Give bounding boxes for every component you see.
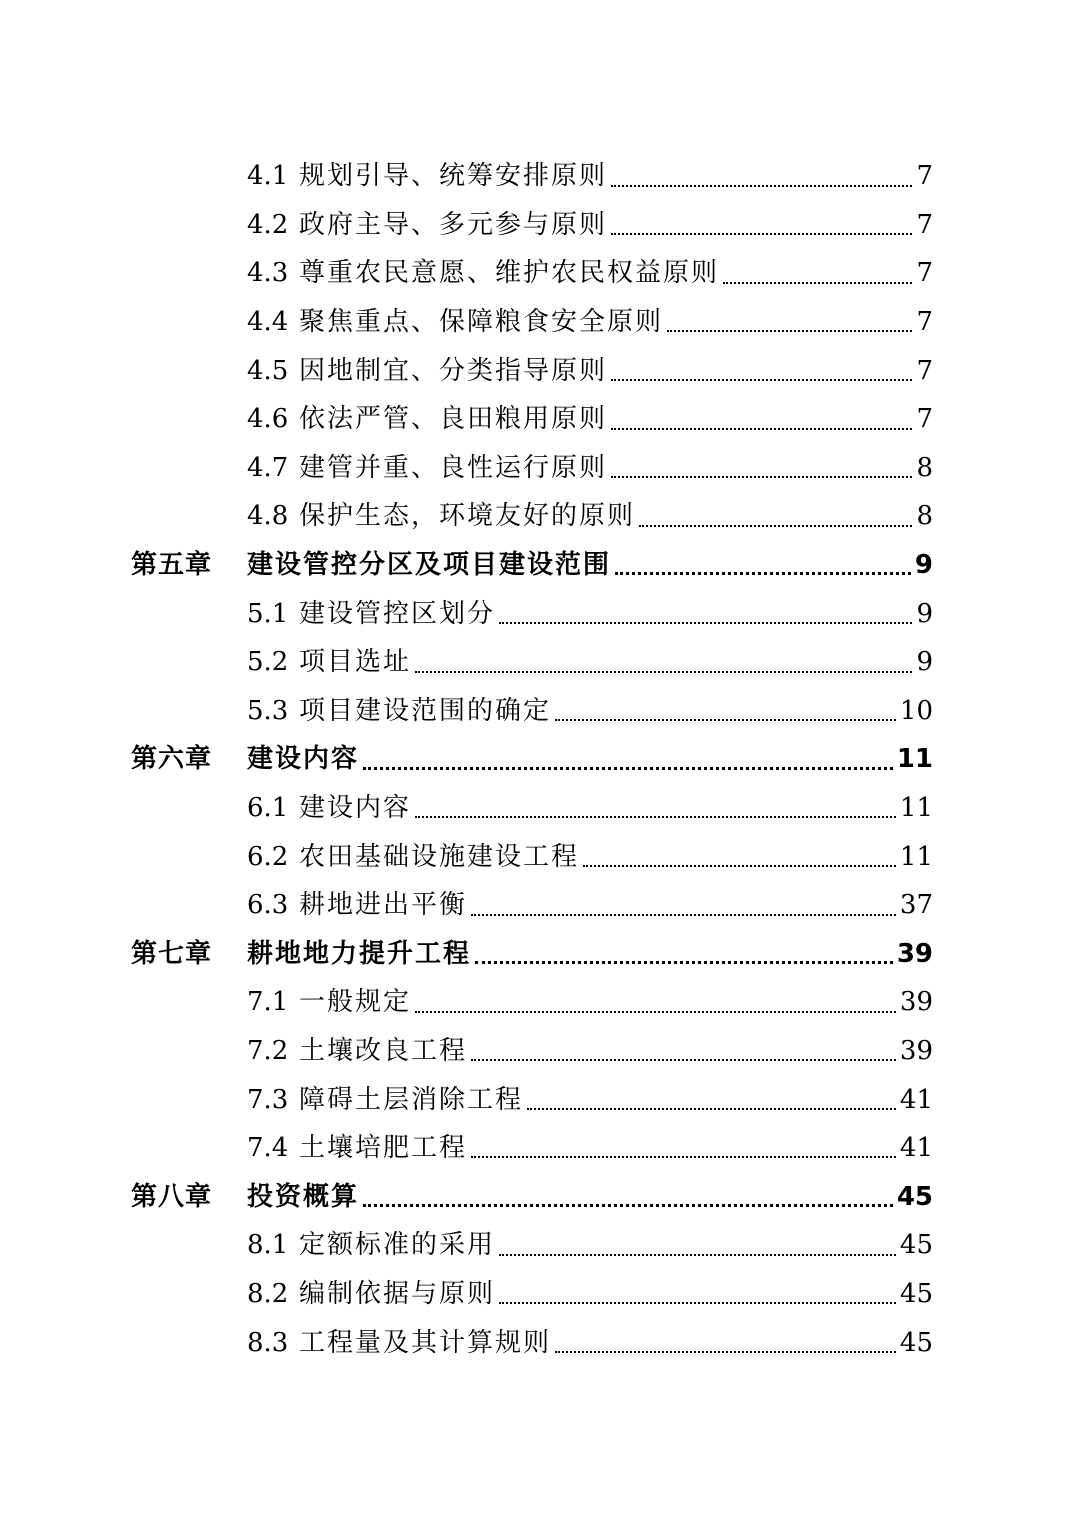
toc-entry-number: 4.7 xyxy=(247,452,289,483)
dot-leader xyxy=(639,525,912,527)
dot-leader xyxy=(667,330,912,332)
dot-leader xyxy=(363,767,893,770)
toc-entry-4-8[interactable] xyxy=(0,492,933,541)
toc-entry-7-1[interactable] xyxy=(0,978,933,1027)
toc-chapter-number: 第八章 xyxy=(131,1181,213,1212)
toc-entry-number: 5.3 xyxy=(247,695,289,726)
toc-entry-page: 9 xyxy=(916,598,933,629)
dot-leader xyxy=(415,816,896,818)
toc-entry-page: 9 xyxy=(916,647,933,678)
toc-entry-6-2[interactable] xyxy=(0,832,933,881)
dot-leader xyxy=(723,282,912,284)
toc-entry-number: 7.3 xyxy=(247,1084,289,1115)
toc-entry-title: 项目选址 xyxy=(299,647,412,678)
toc-chapter-number: 第六章 xyxy=(131,744,213,775)
toc-entry-page: 11 xyxy=(899,841,933,872)
toc-entry-number: 8.3 xyxy=(247,1327,289,1358)
dot-leader xyxy=(611,428,912,430)
dot-leader xyxy=(475,961,893,964)
toc-chapter-5[interactable] xyxy=(0,541,933,590)
toc-entry-5-2[interactable] xyxy=(0,638,933,687)
toc-entry-page: 7 xyxy=(916,355,933,386)
toc-entry-number: 4.2 xyxy=(247,209,289,240)
toc-entry-4-5[interactable] xyxy=(0,346,933,395)
toc-entry-title: 因地制宜、分类指导原则 xyxy=(299,355,608,386)
toc-entry-number: 4.4 xyxy=(247,307,289,338)
dot-leader xyxy=(471,1059,896,1061)
toc-entry-title: 规划引导、统筹安排原则 xyxy=(299,161,608,192)
toc-chapter-page: 11 xyxy=(896,744,933,775)
toc-entry-7-2[interactable] xyxy=(0,1027,933,1076)
toc-entry-number: 5.1 xyxy=(247,598,289,629)
toc-entry-number: 6.2 xyxy=(247,841,289,872)
toc-entry-page: 7 xyxy=(916,161,933,192)
toc-entry-number: 8.1 xyxy=(247,1230,289,1261)
dot-leader xyxy=(555,1351,896,1353)
toc-entry-page: 7 xyxy=(916,307,933,338)
toc-entry-page: 10 xyxy=(899,695,933,726)
toc-entry-number: 4.1 xyxy=(247,161,289,192)
toc-entry-title: 土壤改良工程 xyxy=(299,1035,468,1066)
toc-chapter-title: 建设管控分区及项目建设范围 xyxy=(247,550,612,581)
toc-entry-number: 7.4 xyxy=(247,1133,289,1164)
toc-entry-page: 8 xyxy=(916,501,933,532)
toc-entry-4-3[interactable] xyxy=(0,249,933,298)
table-of-contents xyxy=(0,152,1075,1367)
toc-entry-7-4[interactable] xyxy=(0,1124,933,1173)
toc-chapter-title: 耕地地力提升工程 xyxy=(247,938,472,969)
toc-entry-8-3[interactable] xyxy=(0,1318,933,1367)
toc-entry-number: 4.5 xyxy=(247,355,289,386)
toc-chapter-page: 45 xyxy=(896,1181,933,1212)
toc-chapter-number: 第五章 xyxy=(131,550,213,581)
toc-entry-6-1[interactable] xyxy=(0,784,933,833)
toc-entry-page: 8 xyxy=(916,452,933,483)
toc-entry-4-6[interactable] xyxy=(0,395,933,444)
toc-entry-number: 6.1 xyxy=(247,793,289,824)
toc-entry-4-2[interactable] xyxy=(0,201,933,250)
dot-leader xyxy=(611,476,912,478)
toc-entry-title: 建设管控区划分 xyxy=(299,598,496,629)
toc-entry-title: 定额标准的采用 xyxy=(299,1230,496,1261)
toc-entry-page: 41 xyxy=(899,1133,933,1164)
toc-entry-title: 一般规定 xyxy=(299,987,412,1018)
toc-entry-title: 建设内容 xyxy=(299,793,412,824)
toc-entry-6-3[interactable] xyxy=(0,881,933,930)
dot-leader xyxy=(363,1204,893,1207)
dot-leader xyxy=(555,719,896,721)
toc-chapter-page: 9 xyxy=(914,550,933,581)
dot-leader xyxy=(415,1011,896,1013)
toc-chapter-7[interactable] xyxy=(0,930,933,979)
dot-leader xyxy=(415,671,912,673)
toc-entry-title: 编制依据与原则 xyxy=(299,1278,496,1309)
dot-leader xyxy=(615,572,911,575)
toc-entry-4-4[interactable] xyxy=(0,298,933,347)
toc-chapter-title: 建设内容 xyxy=(247,744,360,775)
toc-entry-title: 项目建设范围的确定 xyxy=(299,695,552,726)
toc-entry-number: 4.3 xyxy=(247,258,289,289)
toc-entry-page: 41 xyxy=(899,1084,933,1115)
toc-entry-title: 聚焦重点、保障粮食安全原则 xyxy=(299,307,664,338)
toc-entry-page: 45 xyxy=(899,1278,933,1309)
toc-entry-title: 耕地进出平衡 xyxy=(299,890,468,921)
toc-entry-number: 7.1 xyxy=(247,987,289,1018)
toc-entry-page: 45 xyxy=(899,1327,933,1358)
toc-entry-title: 工程量及其计算规则 xyxy=(299,1327,552,1358)
toc-entry-page: 37 xyxy=(899,890,933,921)
toc-entry-number: 4.6 xyxy=(247,404,289,435)
dot-leader xyxy=(471,1156,896,1158)
toc-entry-title: 建管并重、良性运行原则 xyxy=(299,452,608,483)
toc-entry-5-1[interactable] xyxy=(0,589,933,638)
dot-leader xyxy=(611,233,912,235)
toc-entry-title: 尊重农民意愿、维护农民权益原则 xyxy=(299,258,720,289)
toc-chapter-number: 第七章 xyxy=(131,938,213,969)
dot-leader xyxy=(499,1302,896,1304)
dot-leader xyxy=(499,622,912,624)
toc-entry-page: 11 xyxy=(899,793,933,824)
toc-chapter-6[interactable] xyxy=(0,735,933,784)
toc-entry-4-1[interactable] xyxy=(0,152,933,201)
toc-entry-title: 政府主导、多元参与原则 xyxy=(299,209,608,240)
dot-leader xyxy=(471,914,896,916)
toc-entry-page: 7 xyxy=(916,209,933,240)
toc-entry-8-2[interactable] xyxy=(0,1270,933,1319)
toc-entry-page: 7 xyxy=(916,404,933,435)
dot-leader xyxy=(611,185,912,187)
toc-entry-8-1[interactable] xyxy=(0,1221,933,1270)
toc-entry-page: 7 xyxy=(916,258,933,289)
toc-entry-title: 土壤培肥工程 xyxy=(299,1133,468,1164)
toc-entry-page: 39 xyxy=(899,1035,933,1066)
toc-entry-number: 4.8 xyxy=(247,501,289,532)
toc-entry-4-7[interactable] xyxy=(0,444,933,493)
toc-entry-number: 6.3 xyxy=(247,890,289,921)
toc-chapter-page: 39 xyxy=(896,938,933,969)
toc-entry-page: 39 xyxy=(899,987,933,1018)
toc-entry-title: 保护生态，环境友好的原则 xyxy=(299,501,636,532)
toc-chapter-8[interactable] xyxy=(0,1172,933,1221)
toc-entry-5-3[interactable] xyxy=(0,687,933,736)
toc-entry-number: 8.2 xyxy=(247,1278,289,1309)
toc-entry-number: 7.2 xyxy=(247,1035,289,1066)
toc-entry-title: 农田基础设施建设工程 xyxy=(299,841,580,872)
dot-leader xyxy=(499,1254,896,1256)
dot-leader xyxy=(611,379,912,381)
toc-chapter-title: 投资概算 xyxy=(247,1181,360,1212)
dot-leader xyxy=(527,1108,896,1110)
toc-entry-number: 5.2 xyxy=(247,647,289,678)
toc-entry-title: 依法严管、良田粮用原则 xyxy=(299,404,608,435)
toc-entry-7-3[interactable] xyxy=(0,1075,933,1124)
toc-entry-title: 障碍土层消除工程 xyxy=(299,1084,524,1115)
toc-entry-page: 45 xyxy=(899,1230,933,1261)
dot-leader xyxy=(583,865,896,867)
